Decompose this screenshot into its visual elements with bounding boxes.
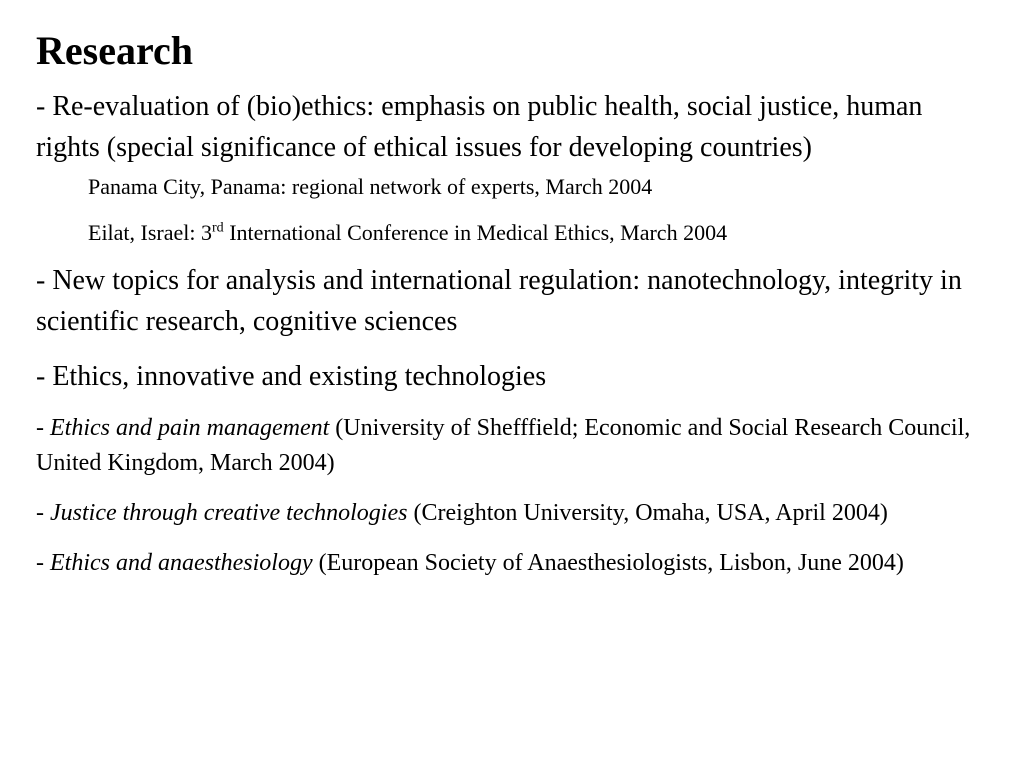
event-title: Justice through creative technologies — [50, 500, 408, 526]
event-pain-management — [36, 411, 986, 481]
spacer — [36, 397, 986, 411]
event-details: (European Society of Anaesthesiologists, Lisbon, June 2004) — [312, 550, 904, 576]
event-dash: - — [36, 550, 50, 576]
slide-title: Research — [36, 28, 193, 73]
bullet-ethics-technologies: - Ethics, innovative and existing technologies — [36, 361, 547, 392]
event-anaesthesiology — [36, 546, 986, 581]
sub-list-meetings — [88, 172, 986, 248]
event-title: Ethics and anaesthesiology — [50, 550, 313, 576]
bullet-reevaluation: - Re-evaluation of (bio)ethics: emphasis on public health, social justice, human rights (special significance of ethical issues for developing countries) — [36, 91, 923, 163]
eilat-post: International Conference in Medical Ethics, March 2004 — [223, 220, 728, 245]
sub-item-panama: Panama City, Panama: regional network of experts, March 2004 — [88, 174, 653, 199]
spacer — [36, 342, 986, 356]
ordinal-suffix: rd — [212, 220, 224, 236]
event-details: (University of Shefffield; Economic and Social Research Council, United Kingdom, March 2004) — [36, 415, 971, 476]
event-creative-technologies — [36, 496, 986, 531]
event-dash: - — [36, 500, 50, 526]
sub-item-eilat — [88, 218, 986, 248]
event-title: Ethics and pain management — [50, 415, 330, 441]
bullet-new-topics: - New topics for analysis and international regulation: nanotechnology, integrity in scientific research, cognitive sciences — [36, 265, 962, 337]
slide — [36, 26, 986, 581]
event-dash: - — [36, 415, 50, 441]
eilat-pre: Eilat, Israel: 3 — [88, 220, 213, 245]
event-details: (Creighton University, Omaha, USA, April 2004) — [407, 500, 888, 526]
